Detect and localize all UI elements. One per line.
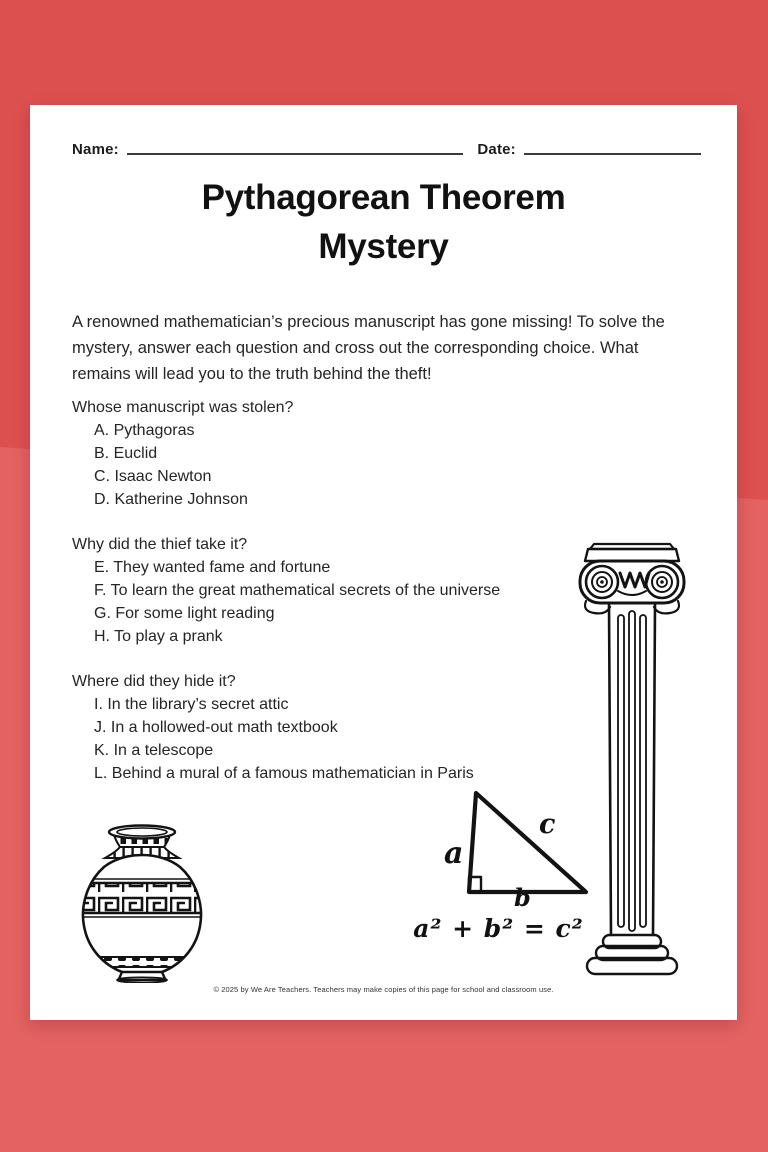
- page-title-line2: Mystery: [318, 227, 449, 266]
- choice-g: G. For some light reading: [94, 605, 275, 622]
- question-3: [72, 670, 474, 785]
- choice-e: E. They wanted fame and fortune: [94, 559, 331, 576]
- triangle-diagram: [396, 785, 601, 943]
- choice-c: C. Isaac Newton: [94, 468, 212, 485]
- greek-vase-illustration: [74, 823, 210, 983]
- choice-k: K. In a telescope: [94, 742, 214, 759]
- triangle-label-a: a: [444, 836, 464, 871]
- intro-paragraph: A renowned mathematician’s precious manuscript has gone missing! To solve the mystery, answer each question and cross out the corresponding choice. What remains will lead you to the truth behind the theft!: [72, 313, 665, 383]
- choice-l: L. Behind a mural of a famous mathematician in Paris: [94, 765, 474, 782]
- name-date-row: [72, 141, 701, 158]
- question-1-prompt: Whose manuscript was stolen?: [72, 399, 294, 416]
- choice-j: J. In a hollowed-out math textbook: [94, 719, 338, 736]
- choice-h: H. To play a prank: [94, 628, 223, 645]
- question-2-prompt: Why did the thief take it?: [72, 536, 248, 553]
- question-2: [72, 533, 500, 648]
- choice-a: A. Pythagoras: [94, 422, 195, 439]
- question-3-prompt: Where did they hide it?: [72, 673, 236, 690]
- worksheet-page: [30, 105, 737, 1020]
- triangle-label-c: c: [539, 809, 556, 840]
- question-2-choices: [72, 556, 500, 648]
- choice-f: F. To learn the great mathematical secrets of the universe: [94, 582, 501, 599]
- name-label: Name:: [72, 141, 119, 158]
- choice-b: B. Euclid: [94, 445, 158, 462]
- date-blank-line: [524, 153, 701, 155]
- ionic-column-illustration: [572, 541, 692, 991]
- question-3-choices: [72, 693, 474, 785]
- choice-d: D. Katherine Johnson: [94, 491, 248, 508]
- question-1-choices: [72, 419, 293, 511]
- choice-i: I. In the library’s secret attic: [94, 696, 289, 713]
- name-blank-line: [127, 153, 464, 155]
- date-label: Date:: [477, 141, 516, 158]
- question-1: [72, 396, 293, 511]
- page-title-line1: Pythagorean Theorem: [201, 178, 566, 217]
- right-triangle-svg: [396, 785, 601, 907]
- triangle-label-b: b: [514, 883, 531, 907]
- copyright-footer: © 2025 by We Are Teachers. Teachers may make copies of this page for school and classroom use.: [213, 985, 554, 994]
- pythagorean-formula: a² + b² = c²: [413, 914, 584, 943]
- page-title: [30, 173, 737, 271]
